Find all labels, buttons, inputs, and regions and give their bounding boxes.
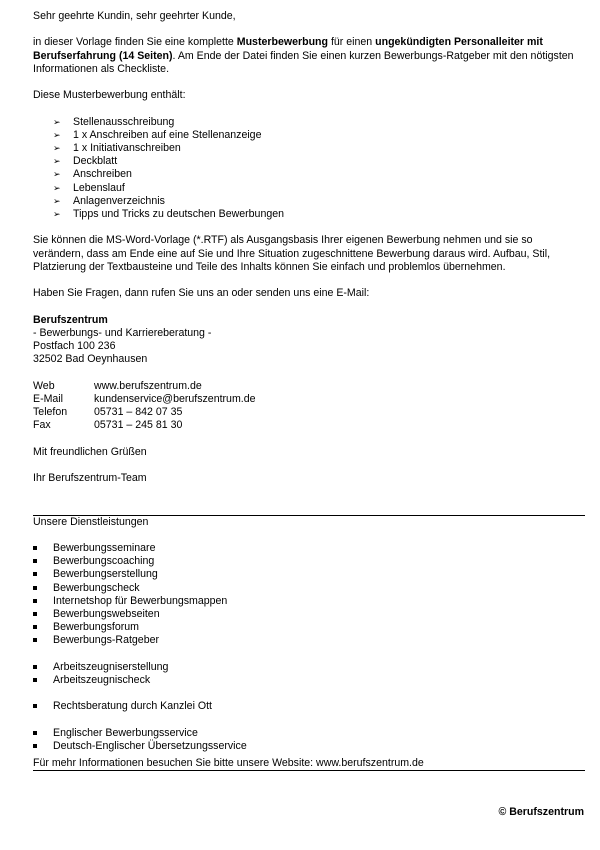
word-template-paragraph: Sie können die MS-Word-Vorlage (*.RTF) als Ausgangsbasis Ihrer eigenen Bewerbung nehmen und sie so verändern, dass am Ende eine auf Sie und Ihre Situation zugeschnittene Bewerbung daraus wird. Aufbau, Stil, Platzierung der Textbausteine und Teile des Inhalts können Sie einfach und problemlos übernehmen. xyxy=(33,234,551,273)
salutation: Sehr geehrte Kundin, sehr geehrter Kunde, xyxy=(33,10,236,22)
company-tagline: - Bewerbungs- und Karriereberatung - xyxy=(33,326,212,339)
list-item xyxy=(53,155,585,168)
intro-paragraph xyxy=(33,36,585,76)
list-item xyxy=(53,195,585,208)
service-item-text: Bewerbungsseminare xyxy=(53,541,156,554)
contact-value: kundenservice@berufszentrum.de xyxy=(94,392,256,405)
company-city: 32502 Bad Oeynhausen xyxy=(33,353,148,366)
square-bullet-icon xyxy=(33,704,37,708)
signature: Ihr Berufszentrum-Team xyxy=(33,471,147,484)
list-item-text: 1 x Initiativanschreiben xyxy=(73,141,181,154)
square-bullet-icon xyxy=(33,731,37,735)
service-item xyxy=(33,674,585,687)
service-item-text: Englischer Bewerbungsservice xyxy=(53,726,198,739)
service-item-text: Bewerbungserstellung xyxy=(53,568,158,581)
contact-row xyxy=(33,393,585,406)
copyright: © Berufszentrum xyxy=(498,806,584,818)
intro-bold-1: Musterbewerbung xyxy=(236,36,328,49)
list-item xyxy=(53,142,585,155)
contact-row xyxy=(33,380,585,393)
service-item-text: Internetshop für Bewerbungsmappen xyxy=(53,594,228,607)
arrow-bullet-icon: ➢ xyxy=(53,116,61,127)
list-item-text: Deckblatt xyxy=(73,155,118,168)
square-bullet-icon xyxy=(33,559,37,563)
service-item xyxy=(33,608,585,621)
list-item xyxy=(53,182,585,195)
contact-value: 05731 – 842 07 35 xyxy=(94,405,183,418)
square-bullet-icon xyxy=(33,678,37,682)
arrow-bullet-icon: ➢ xyxy=(53,195,61,206)
intro-text-3: . Am Ende der Datei finden Sie einen kurzen Bewerbungs-Ratgeber mit den nötigsten Informationen als Checkliste. xyxy=(33,49,574,75)
service-item xyxy=(33,700,585,713)
contact-block xyxy=(33,380,585,433)
square-bullet-icon xyxy=(33,586,37,590)
services-heading: Unsere Dienstleistungen xyxy=(33,515,149,528)
list-item-text: 1 x Anschreiben auf eine Stellenanzeige xyxy=(73,128,262,141)
list-item-text: Anlagenverzeichnis xyxy=(73,194,165,207)
service-item-text: Bewerbungscheck xyxy=(53,581,140,594)
contact-row xyxy=(33,406,585,419)
contact-value: 05731 – 245 81 30 xyxy=(94,419,183,432)
list-item xyxy=(53,208,585,221)
service-item-text: Arbeitszeugnischeck xyxy=(53,673,151,686)
list-item-text: Anschreiben xyxy=(73,168,132,181)
square-bullet-icon xyxy=(33,744,37,748)
service-item xyxy=(33,568,585,581)
contact-row xyxy=(33,419,585,432)
list-item-text: Stellenausschreibung xyxy=(73,115,175,128)
service-item-text: Bewerbungs-Ratgeber xyxy=(53,634,159,647)
arrow-bullet-icon: ➢ xyxy=(53,209,61,219)
contact-value: www.berufszentrum.de xyxy=(94,379,202,392)
questions-text: Haben Sie Fragen, dann rufen Sie uns an oder senden uns eine E-Mail: xyxy=(33,287,370,300)
square-bullet-icon xyxy=(33,546,37,550)
service-item xyxy=(33,555,585,568)
company-postbox: Postfach 100 236 xyxy=(33,339,116,352)
services-list xyxy=(33,542,585,753)
intro-text-1: in dieser Vorlage finden Sie eine komplette xyxy=(33,36,237,49)
service-item xyxy=(33,727,585,740)
square-bullet-icon xyxy=(33,572,37,576)
service-item xyxy=(33,634,585,647)
list-item xyxy=(53,168,585,181)
service-item-text: Deutsch-Englischer Übersetzungsservice xyxy=(53,739,247,752)
arrow-bullet-icon: ➢ xyxy=(53,169,61,180)
service-item-text: Bewerbungscoaching xyxy=(53,555,155,568)
more-info: Für mehr Informationen besuchen Sie bitte unsere Website: www.berufszentrum.de xyxy=(33,757,424,770)
service-item xyxy=(33,740,585,753)
service-item xyxy=(33,621,585,634)
square-bullet-icon xyxy=(33,599,37,603)
service-item-text: Rechtsberatung durch Kanzlei Ott xyxy=(53,700,212,713)
service-group xyxy=(33,700,585,713)
contact-label: Web xyxy=(33,379,55,392)
divider-bottom xyxy=(33,770,585,771)
list-item-text: Lebenslauf xyxy=(73,181,125,194)
service-item-text: Bewerbungswebseiten xyxy=(53,607,160,620)
service-item xyxy=(33,661,585,674)
intro-bold-2: ungekündigten Personalleiter mit Berufserfahrung (14 Seiten) xyxy=(33,36,543,62)
letter-body xyxy=(33,10,585,771)
closing: Mit freundlichen Grüßen xyxy=(33,445,147,458)
contains-list xyxy=(33,116,585,222)
arrow-bullet-icon: ➢ xyxy=(53,142,61,153)
service-group xyxy=(33,661,585,687)
service-item xyxy=(33,595,585,608)
square-bullet-icon xyxy=(33,612,37,616)
arrow-bullet-icon: ➢ xyxy=(53,129,61,140)
square-bullet-icon xyxy=(33,665,37,669)
service-group xyxy=(33,542,585,648)
contact-label: Telefon xyxy=(33,405,68,418)
service-group xyxy=(33,727,585,753)
contact-label: Fax xyxy=(33,419,51,432)
list-item-text: Tipps und Tricks zu deutschen Bewerbungen xyxy=(73,208,285,220)
contact-label: E-Mail xyxy=(33,392,64,405)
square-bullet-icon xyxy=(33,625,37,629)
list-item xyxy=(53,129,585,142)
service-item-text: Bewerbungsforum xyxy=(53,621,139,634)
contains-heading: Diese Musterbewerbung enthält: xyxy=(33,89,186,102)
service-item xyxy=(33,582,585,595)
list-item xyxy=(53,116,585,129)
arrow-bullet-icon: ➢ xyxy=(53,156,61,167)
service-item-text: Arbeitszeugniserstellung xyxy=(53,660,169,673)
square-bullet-icon xyxy=(33,638,37,642)
arrow-bullet-icon: ➢ xyxy=(53,182,61,193)
service-item xyxy=(33,542,585,555)
company-name: Berufszentrum xyxy=(33,313,108,326)
intro-text-2: für einen xyxy=(328,36,376,49)
